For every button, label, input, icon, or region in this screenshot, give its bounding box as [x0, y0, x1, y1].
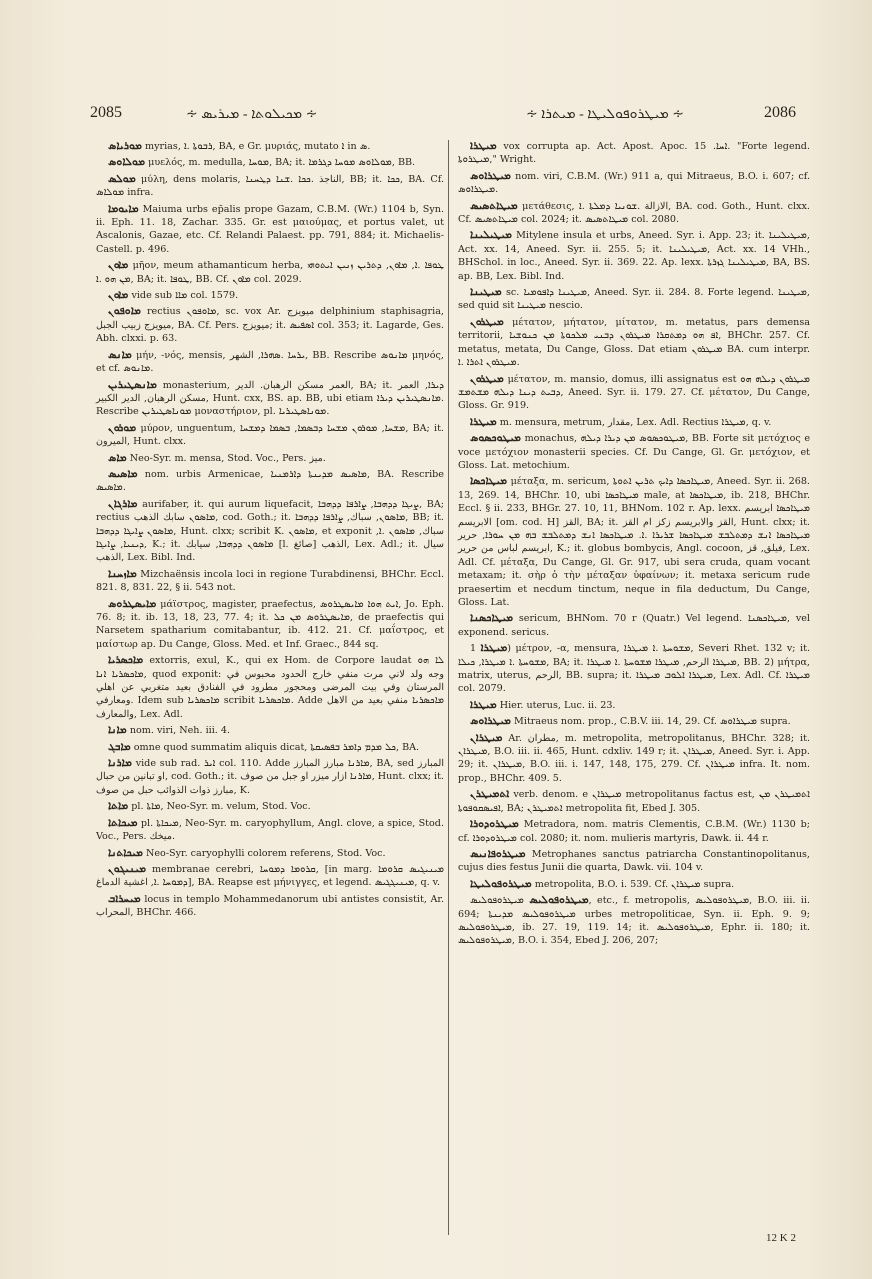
entry-headword: ܡܐܢܣܛܝܪܝܢ [108, 378, 157, 391]
entry-headword: ܡܝܛܘܟܣܘܣ [470, 432, 521, 445]
entry-headword: ܡܝܛܪܘܕܘܪܐ [470, 818, 519, 831]
entry-headword: ܡܝܛܐܟܣܐ [470, 475, 508, 488]
entry-headword: ܡܐܘܢ [108, 289, 129, 302]
entry-text: membranae cerebri, ܩܪܘܡܐ ܕܡܘܚܐ, [in marg. ܡܝܢܝܓܝܣ ܩܪܘܡܐ ܕܡܘܚܐ .ܐ, اغشية الدماغ], BA. Reapse est μήνιγγες, et legend. ܡܝܢܝܓܓܝܣ, q. v. [96, 863, 444, 889]
entry-text: Metradora, nom. matris Clementis, C.B.M. (Wr.) 1130 b; cf. ܡܝܛܪܘܕܘܪܐ col. 2080; it. nom. mulieris martyris, Dawk. ii. 44 r. [458, 819, 810, 844]
dictionary-entry [458, 416, 810, 429]
entry-text: Hier. uterus, Luc. ii. 23. [499, 699, 616, 711]
entry-headword: ܡܝܛܪܐ [470, 140, 497, 152]
entry-text: vide sub rad. ܐܝܪ col. 110. Adde ܡܐܪܢܐ مبارز المبارز, BA, sed المبارز او تبانين من حبال, cod. Goth.; it. ܡܐܪܢܐ ازار ميزر او جبل من صوف, Hunt. clxx; it. مبارز ذوات الذوائب حبل من صوف, K. [96, 758, 444, 796]
dictionary-entry [96, 289, 444, 302]
entry-text: extorris, exul, K., qui ex Hom. de Corpore laudat ܠܐ ܗܘ ܡܐܟܣܪܝܐ ܐܢܐ, quod exponit: وجه ولد لاني مرت منفي خارج الحدود محبوس في المرستان وفي بيت المرضى ومحجور مطرود في الفنادق بعيد متغربي عن اهلي ومعارفي. Idem sub ܡܐܟܣܪܝܐ scribit ܡܐܟܣܪܝܐ. Adde ܡܐܟܣܪܝܐ منفي بعيد من الاهل والمعارف, Lex. Adl. [96, 655, 445, 720]
entry-text: sericum, BHNom. 70 r (Quatr.) Vel legend. ܡܝܛܐܟܣܢܐ, vel exponend. sericus. [458, 613, 810, 638]
dictionary-entry [458, 229, 810, 283]
right-running-title: ∻ ܡܝܛܪܘܦܘܠܝܛܐ - ܡܝܬܪܐ ∻ [526, 107, 685, 122]
entry-text: m. mensura, metrum, مقدار, Lex. Adl. Rectius ܡܝܛܪܐ, q. v. [499, 416, 772, 428]
entry-headword: ܡܝܛܝܢܐ [470, 286, 502, 299]
dictionary-entry [96, 140, 444, 153]
dictionary-entry [458, 140, 810, 167]
entry-text: μύρον, unguentum, ܡܫܚܐ, ܡܘܪܘܢ ܡܫܚܐ ܕܒܣܡܐ, ܒܣܡܐ ܕܡܫܚܐ, BA; it. الميرون, Hunt. clxx. [96, 422, 444, 448]
entry-headword: ܡܐܣ [108, 451, 127, 464]
dictionary-entry [96, 757, 444, 797]
dictionary-entry [458, 788, 810, 815]
dictionary-entry [96, 468, 444, 495]
entry-headword: ܡܐܘܢ [108, 259, 129, 272]
entry-headword: ܡܝܛܪܘܦܘܠܝܣ [529, 894, 589, 907]
entry-text: Mitraeus nom. prop., C.B.V. iii. 14, 29. Cf. ܡܝܛܪܐܘܣ supra. [514, 716, 791, 728]
dictionary-entry [96, 817, 444, 844]
entry-text: monachus, ܡܝܛܘܟܣܘܣ ܡܢ ܕܝܪܐ ܕܝܠܗ, BB. Forte sit μετόχιος e voce μετόχιον monasterii species. Cf. Du Cange, Gl. Gr. μετόχιον, et Gloss. Lat. metochium. [458, 433, 810, 471]
entry-headword: ܡܐܘܦܘܢ [108, 305, 141, 318]
entry-text: Ar. مطران, m. metropolita, metropolitanus, BHChr. 328; it. ܡܝܛܪܐܢ, B.O. iii. ii. 465, Hunt. cdxliv. 149 r; it. ܡܝܛܪܐܢ, Aneed. Syr. i. App. 29; it. ܡܝܛܪܐܢ, B.O. iii. i. 147, 148, 175, 279. Cf. ܡܝܛܪܐܢ infra. It. nom. prop., BHChr. 409. 5. [458, 732, 810, 784]
dictionary-entry [458, 732, 810, 786]
entry-headword: ܡܐܢܐ [108, 724, 127, 737]
dictionary-entry [96, 863, 444, 890]
entry-headword: ܡܝܛܪܘܦܘܠܝܛܐ [470, 877, 532, 890]
page-header [90, 104, 796, 126]
entry-text: nom. viri, C.B.M. (Wr.) 911 a, qui Mitraeus, B.O. i. 607; cf. ܡܝܛܪܐܘܣ. [458, 170, 810, 196]
dictionary-entry [458, 373, 810, 413]
entry-text: myrias, ܪܒܘܬܐ .ܐ, BA, e Gr. μυριάς, mutato ܐ in ܣ. [145, 141, 371, 152]
entry-headword: ܡܝܛܐܬܣܝܣ [470, 199, 518, 212]
entry-text: nom. urbis Armenicae, ܡܐܣܝܣ ܡܕܝܢܬܐ ܕܐܪܡܢܝܐ, BA. Rescribe ܡܐܣܝܣ. [96, 468, 444, 494]
dictionary-entry [458, 286, 810, 313]
dictionary-entry [96, 741, 444, 754]
entry-headword: ܡܘܪܝܐܣ [108, 140, 142, 152]
dictionary-entry [458, 699, 810, 712]
entry-text: verb. denom. e ܡܝܛܪܐܢ metropolitanus factus est, ܐܬܡܝܛܪܢ ܡܢ ܐܦܝܣܩܘܦܘܬܐ, BA; ܐܬܡܝܛܪܢ metropolita fit, Ebed J. 305. [458, 789, 811, 814]
dictionary-entry [458, 170, 810, 197]
entry-text: Mizchaënsis incola loci in regione Turabdinensi, BHChr. Eccl. 821. 8, 831. 22, § ii. 543 not. [96, 568, 444, 594]
entry-text: nom. viri, Neh. iii. 4. [129, 725, 231, 737]
entry-headword: ܡܐܝܣܛܪܘܣ [108, 597, 157, 610]
entry-text: μύλη, dens molaris, الناجذ .ܟܟܐ .ܫܢܐ ܕܛܚܢܐ, BB; it. ܟܟܐ, BA. Cf. ܡܘܠܐܣ infra. [96, 173, 445, 199]
dictionary-entry [458, 200, 810, 227]
entry-headword: ܡܝܛܪܘܢ [470, 372, 504, 385]
entry-headword: ܡܝܛܪܐܘܣ [470, 715, 511, 728]
entry-text: μέτατον, m. mansio, domus, illi assignatus est ܡܝܛܪܘܢ ܕܝܠܗ ܗܘ ܕܒܝܬ ܕܝܢܐ ܕܝܠܗ ܡܫܬܡܫ, Aneed. Syr. ii. 179. 27. Cf. μέτατον, Du Cange, Gloss. Gr. 919. [458, 373, 811, 412]
dictionary-entry [96, 598, 444, 652]
entry-text: vox corrupta ap. Act. Apost. Apoc. ܐܚܐ. 15. "Forte legend. ܡܝܛܪܘܬܐ," Wright. [458, 141, 810, 166]
entry-headword: ܡܝܛܪܘܢ [470, 315, 504, 328]
entry-text: Neo-Syr. caryophylli colorem referens, Stod. Voc. [145, 847, 386, 859]
dictionary-entry [96, 156, 444, 169]
entry-text: μυελός, m. medulla, ܡܘܚܐ, BA; it. ܡܘܠܐܘܣ ܡܘܚܐ ܕܓܪܡܐ, BB. [148, 157, 416, 169]
entry-headword: ܡܐܢܣ [108, 348, 132, 361]
entry-text: μέτατον, μήτατον, μίτατον, m. metatus, pars demensa territorii, ܐܦ ܗܘ ܕܡܬܩܪܐ ܡܝܛܪܘܢ ܕܒܢܝ ܡܠܟܘܬܐ ܡܢ ܟܢܘܫܝܐ, BHChr. 257. Cf. metatus, metata, Du Cange, Gloss. Dat etiam ܡܝܛܪܘܢ BA. cum interpr. ܡܝܛܪܘܢ ܐܬܪܐ .ܐ. [458, 316, 810, 369]
left-running-title: ∻ ܡܟܝܠܘܬܐ - ܡܝܪܝܣ ∻ [186, 107, 318, 122]
entry-text: sc. ܡܝܛܝܢܐ ܕܐܦܘܡܝܐ, Aneed. Syr. ii. 284. 8. Forte legend. ܡܝܛܝܢܐ, sed quid sit ܡܝܛܝܢܐ nescio. [458, 287, 810, 312]
entry-text: monasterium, العمر مسكن الرهبان. الدير, BA; it. ܕܝܪܐ, العمر مسكن الرهبان, الدير الكبير, Hunt. cxx, BS. ap. BB, ubi etiam ܡܐܢܣܛܝܪܝܢ ܕܝܪܐ. Rescribe ܡܘܢܐܣܛܝܪܝܢ μοναστήριον, pl. ܡܘܢܐܣܛܝܪܝܐ. [96, 379, 445, 418]
entry-headword: ܡܘܪܘܢ [108, 421, 137, 434]
dictionary-entry [96, 259, 444, 286]
entry-text: omne quod summatim aliquis dicat, ܟܠ ܡܕܡ ܕܐܡܪ ܒܦܣܝܩܬܐ, BA. [133, 741, 420, 753]
entry-text: Maiuma urbs ep̄alis prope Gazam, C.B.M. (Wr.) 1104 b, Syn. ii. Eph. 11. 18, Zachar. 335. Gr. est μαιούμας, et portus valet, ut Ascalonis, Gazae, etc. Cf. Relandi Palaest. pp. 791, 884; it. Michaelis-Castell. p. 496. [96, 203, 444, 255]
dictionary-entry [96, 379, 444, 419]
entry-headword: ܐܬܡܝܛܪܢ [470, 788, 510, 801]
entry-headword: ܡܐܬܐ [108, 800, 129, 813]
dictionary-entry [458, 612, 810, 639]
dictionary-entry [96, 893, 444, 920]
dictionary-entry [96, 349, 444, 376]
entry-headword: ܡܐܙܚܢܐ [108, 567, 137, 580]
dictionary-entry [96, 568, 444, 595]
entry-text: Metrophanes sanctus patriarcha Constantinopolitanus, cujus dies festus Junii die quarta, Dawk. vii. 104 v. [458, 848, 810, 874]
entry-headword: ܡܐܪܓܐܢ [108, 497, 138, 510]
dictionary-entry [458, 316, 810, 370]
left-column [96, 140, 444, 923]
entry-headword: ܡܝܛܪܐ [470, 415, 497, 428]
dictionary-entry [458, 715, 810, 728]
entry-headword: ܡܝܟܐܬܐ [108, 816, 138, 829]
right-column [458, 140, 810, 951]
dictionary-entry [96, 847, 444, 860]
entry-text: μέταξα, m. sericum, ܡܝܛܐܟܣܐ ܕܐܝܟ ܬܪܝܢ ܐܬܘܬܐ, Aneed. Syr. ii. 268. 13, 269. 14, BHChr. 10, ubi ܡܝܛܐܟܣܐ male, at ܡܝܛܐܟܣܐ, ib. 218, BHChr. Eccl. § ii. 233, BHGr. 27. 10, 11, BHNom. 102 r. Ap. lexx. ܡܝܛܐܟܣܐ ابريسم الابريسم [om. cod. H] القز, BA; it. القز والابريسم زكز ام القز, Hunt. clxx; it. ܡܝܛܐܟܣܐ ܐܢܫ ܕܡܬܠܒܫ ܡܝܛܐܟܣܐ ܫܪܝܪܐ .ܐ. ܡܝܛܐܟܣܐ ܐܢܫ ܕܡܬܠܒܫ ܒܗ ܡܢ ܚܘܪܐ, حرير ابريسم لباس من حرير, K.; it. globus bombycis, Angl. cocoon, فيلق, قز, Lex. Adl. Cf. μέταξα, Du Cange, Gl. Gr. 917, ubi sera cruda, quam vocant metaxam; it. σὴρ ὁ τὴν μέταξαν ὑφαίνων; it. metaxa sericum rude praesertim et necdum tinctum, neque in fila deductum, Du Cange, Gloss. Lat. [458, 476, 810, 608]
entry-text: μάϊστρος, magister, praefectus, ܐܝܬ ܗܘܐ ܡܐܝܣܛܪܘܣ, Jo. Eph. 76. 8; it. ib. 13, 18, 23, 77. 4; it. ܡܐܝܣܛܪܘܣ ܡܢ ܟܠ, de praefectis qui Narsetem spatharium comitabantur, ib. 412. 21. Cf. μαΐστρος, et μαίστωρ ap. Du Cange, Gloss. Med. et Inf. Graec., 844 sq. [96, 598, 445, 650]
dictionary-entry [96, 498, 444, 565]
entry-headword: ܡܝܛܪܐܘܣ [470, 169, 511, 182]
dictionary-entry [96, 724, 444, 737]
dictionary-entry [96, 203, 444, 257]
entry-headword: ܡܝܛܪܘܦܐܢܝܣ [470, 847, 526, 860]
dictionary-entry [458, 432, 810, 472]
entry-text: rectius ܡܐܘܦܘܢ, sc. vox Ar. ميويزج delphinium staphisagria, ميويزج زبيب الجبل, BA. Cf. Pers. ميويزج; it. ܐܣܦܝܣ col. 353; it. Lagarde, Ges. Abh. clxxi. p. 63. [96, 306, 444, 345]
dictionary-entry [458, 818, 810, 845]
entry-headword: ܡܝܛܪܐܢ [470, 731, 503, 744]
entry-text: vide sub ܡܐܐ col. 1579. [131, 290, 239, 302]
entry-headword: ܡܝܢܝܓܘܢ [108, 862, 147, 875]
entry-headword: ܡܐܟܣܪܝܐ [108, 654, 144, 667]
dictionary-entry [458, 894, 810, 948]
column-divider [448, 140, 449, 1235]
entry-headword: ܡܝܟܐܬܢܐ [108, 846, 143, 859]
entry-headword: ܡܘܠܣ [108, 172, 136, 185]
entry-text: aurifaber, it. qui aurum liquefacit, ܨܝܓܐ ܕܕܗܒܐ, ܨܐܪܦܐ ܕܕܗܒܐ, BA; rectius ܡܐܣܘܢ سابك الذهب, cod. Goth.; it. ܡܐܣܘܢ, سباك, ܨܐܪܦܐ ܕܕܗܒܐ, BB; it. ܡܐܣܘܢ ܨܐܝܓܐ ܕܕܗܒܐ, Hunt. clxx; scribit K. ܡܐܣܘܢ, et exponit سباك, ܡܐܣܘܢ .ܐ, ܕܝܢܝܐ, ܨܐܝܓܐ, K.; it. ܡܐܣܘܢ ܕܕܗܒܐ, سيابك [l. صائغ] الذهب, Lex. Adl.; it. سيال الذهب, Lex. Bibl. Ind. [96, 498, 445, 564]
signature-mark: 12 K 2 [766, 1232, 796, 1244]
right-page-number: 2086 [764, 104, 796, 121]
entry-text: μήν, -νός, mensis, ܝܪܚܐ .ܣܗܪܐ, الشهر, BB. Rescribe ܡܐܢܘܣ μηνός, et cf. ܡܐܢܘܣ. [96, 349, 444, 375]
entry-text: pl. ܡܐܬܐ, Neo-Syr. m. velum, Stod. Voc. [131, 801, 311, 813]
dictionary-entry [458, 848, 810, 875]
entry-text: 1) μέτρον, -α, mensura, ܡܫܘܚܬܐ .ܐ ܡܝܛܪܐ, Severi Rhet. 132 v; it. ܡܫܘܚܬܐ .ܐ ܡܝܛܪܐ, ܟܝܠܐ, BA; it. ܡܝܛܪܐ الرحم, ܡܝܛܪܐ ܡܫܘܚܬܐ .ܐ ܡܝܛܪܐ, BB. 2) μήτρα, matrix, uterus, الرحم, BB. supra; it. ܡܝܛܪܐ ܐܠܘܒ ܡܝܛܪܐ, Lex. Adl. Cf. ܡܝܛܪܐ col. 2079. [458, 643, 811, 695]
entry-headword: ܡܝܛܝܠܝܢܐ [470, 229, 513, 242]
dictionary-entry [96, 452, 444, 465]
entry-text: Neo-Syr. m. mensa, Stod. Voc., Pers. ميز. [129, 452, 326, 464]
entry-text: locus in templo Mohammedanorum ubi antistes consistit, Ar. المحراب, BHChr. 466. [96, 893, 444, 919]
dictionary-entry [96, 305, 444, 345]
entry-headword: ܡܝܚܪܐܒ [108, 892, 141, 905]
entry-text: Mitylene insula et urbs, Aneed. Syr. i. App. 23; it. ܡܝܛܝܠܝܢܐ, Act. xx. 14, Aneed. Syr. ii. 255. 5; it. ܡܝܛܝܠܝܢܐ, Act. xx. 14 VHh., BHSchol. in loc., Aneed. Syr. ii. 369. 22. Ap. lexx. ܡܝܛܝܠܝܢܐ ܓܙܪܬܐ, BA, BS. ap. BB, Lex. Bibl. Ind. [458, 230, 810, 282]
entry-text: ܡܝܛܪܘܦܘܠܝܣ, etc., f. metropolis, ܡܝܛܪܘܦܘܠܝܣ, B.O. iii. ii. 694; ܡܝܛܪܘܦܘܠܝܣ ܡܕܝܢܬܐ urbes metropoliticae, Syn. ii. Eph. 9. 9; ܡܝܛܪܘܦܘܠܝܣ, ib. 27. 19, 119. 14; it. ܡܝܛܪܘܦܘܠܝܣ, Ephr. ii. 180; it. ܡܝܛܪܘܦܘܠܝܣ, B.O. i. 354, Ebed J. 206, 207; [458, 895, 811, 947]
dictionary-entry [96, 173, 444, 200]
entry-headword: ܡܝܛܐܟܣܢܐ [470, 612, 514, 625]
dictionary-entry [96, 800, 444, 813]
entry-text: metropolita, B.O. i. 539. Cf. ܡܝܛܪܐܢ supra. [534, 878, 735, 890]
entry-headword: ܡܘܠܐܘܣ [108, 156, 146, 169]
entry-headword: ܡܐܣܝܣ [108, 467, 138, 480]
dictionary-entry [458, 642, 810, 696]
entry-headword: ܡܝܛܪܐ [480, 642, 508, 655]
entry-text: μετάθεσις, الازالة .ܫܘܢܝܐ ܕܡܠܬܐ .ܐ, BA. cod. Goth., Hunt. clxx. Cf. ܡܝܛܐܬܣܝܣ col. 2024; it. ܡܝܛܐܬܣܝܣ col. 2080. [458, 200, 810, 226]
entry-text: pl. ܡܝܟܐܬܐ, Neo-Syr. m. caryophyllum, Angl. clove, a spice, Stod. Voc., Pers. ميخك. [96, 817, 444, 843]
entry-headword: ܡܐܪܢܐ [108, 757, 132, 770]
entry-headword: ܡܝܛܪܐ [470, 698, 497, 711]
left-page-number: 2085 [90, 104, 122, 121]
dictionary-entry [96, 422, 444, 449]
dictionary-entry [96, 654, 444, 721]
entry-headword: ܡܐܝܘܡܐ [108, 202, 139, 215]
entry-text: μῆον, meum athamanticum herba, ܛܘܦܐ .ܐ, ܡܐܘܢ, ܕܬܪܝܢ ܙܢܝܢ ܐܝܬܘܗܝ ܡܢ ܗܘ .ܐ, BA; it. ܛܘܦܐ, BB. Cf. ܡܐܘܢ col. 2029. [96, 260, 444, 285]
dictionary-entry [458, 475, 810, 609]
entry-headword: ܡܐܒܓ [108, 740, 131, 753]
dictionary-entry [458, 878, 810, 891]
